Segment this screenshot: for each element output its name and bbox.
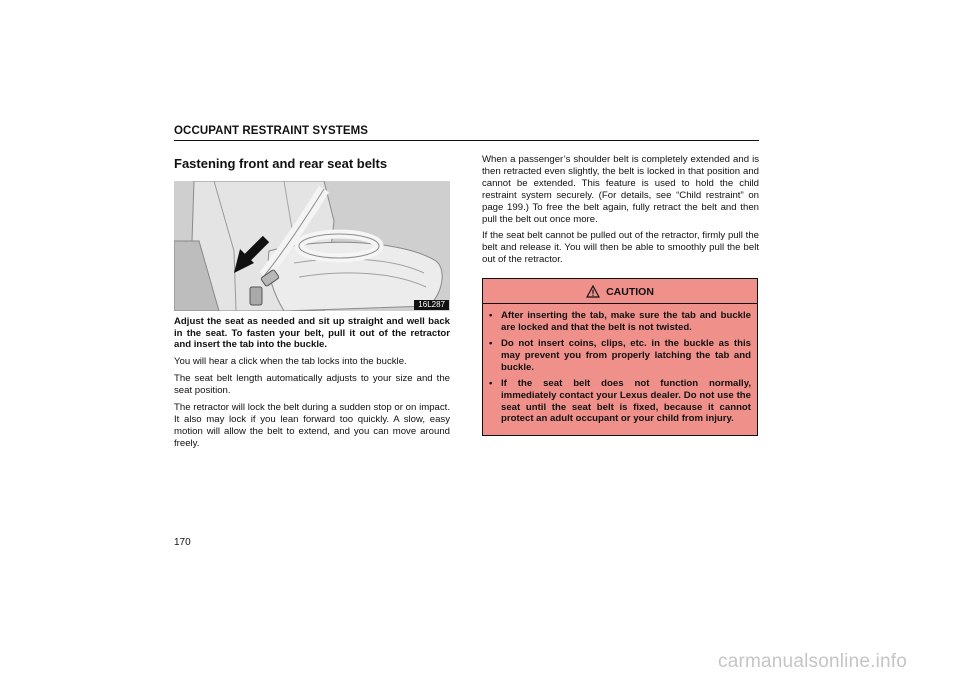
watermark: carmanualsonline.info <box>718 651 908 672</box>
caution-item-text: Do not insert coins, clips, etc. in the buckle as this may prevent you from properly latching the tab and buckle. <box>501 337 751 373</box>
list-item <box>489 378 751 426</box>
left-column <box>174 156 450 455</box>
paragraph: When a passenger’s shoulder belt is completely extended and is then retracted even slightly, the belt is locked in that position and cannot be extended. This feature is used to hold the child restraint system securely. (For details, see “Child restraint” on page 199.) To free the belt again, fully retract the belt and then pull the belt out once more. <box>482 154 759 225</box>
figure-label: 16L287 <box>414 300 449 310</box>
paragraph: If the seat belt cannot be pulled out of the retractor, firmly pull the belt and release it. You will then be able to smoothly pull the belt out of the retractor. <box>482 230 759 266</box>
list-item <box>489 310 751 334</box>
seat-belt-illustration <box>174 181 450 311</box>
page-title: Fastening front and rear seat belts <box>174 156 388 171</box>
bullet: • <box>489 310 493 322</box>
section-header: OCCUPANT RESTRAINT SYSTEMS <box>174 125 759 141</box>
right-column <box>482 154 759 436</box>
page-number: 170 <box>174 537 191 548</box>
bullet: • <box>489 377 493 389</box>
paragraph: The seat belt length automatically adjusts to your size and the seat position. <box>174 373 450 397</box>
caution-title: CAUTION <box>606 285 654 298</box>
caution-item-text: If the seat belt does not function normally, immediately contact your Lexus dealer. Do not use the seat until the seat belt is fixed, because it cannot protect an adult occupant or your child from injury. <box>501 377 751 425</box>
instruction-text: Adjust the seat as needed and sit up straight and well back in the seat. To fasten your belt, pull it out of the retractor and insert the tab into the buckle. <box>174 315 450 351</box>
caution-header <box>483 279 757 304</box>
caution-item-text: After inserting the tab, make sure the tab and buckle are locked and that the belt is not twisted. <box>501 310 751 334</box>
warning-triangle-icon <box>586 285 600 298</box>
caution-box <box>482 278 758 436</box>
arrow-down-left-icon <box>174 181 450 311</box>
paragraph: You will hear a click when the tab locks into the buckle. <box>174 356 407 368</box>
list-item <box>489 338 751 374</box>
caution-list <box>483 310 757 425</box>
paragraph: The retractor will lock the belt during a sudden stop or on impact. It also may lock if you lean forward too quickly. A slow, easy motion will allow the belt to extend, and you can move around freely. <box>174 402 450 449</box>
bullet: • <box>489 337 493 349</box>
